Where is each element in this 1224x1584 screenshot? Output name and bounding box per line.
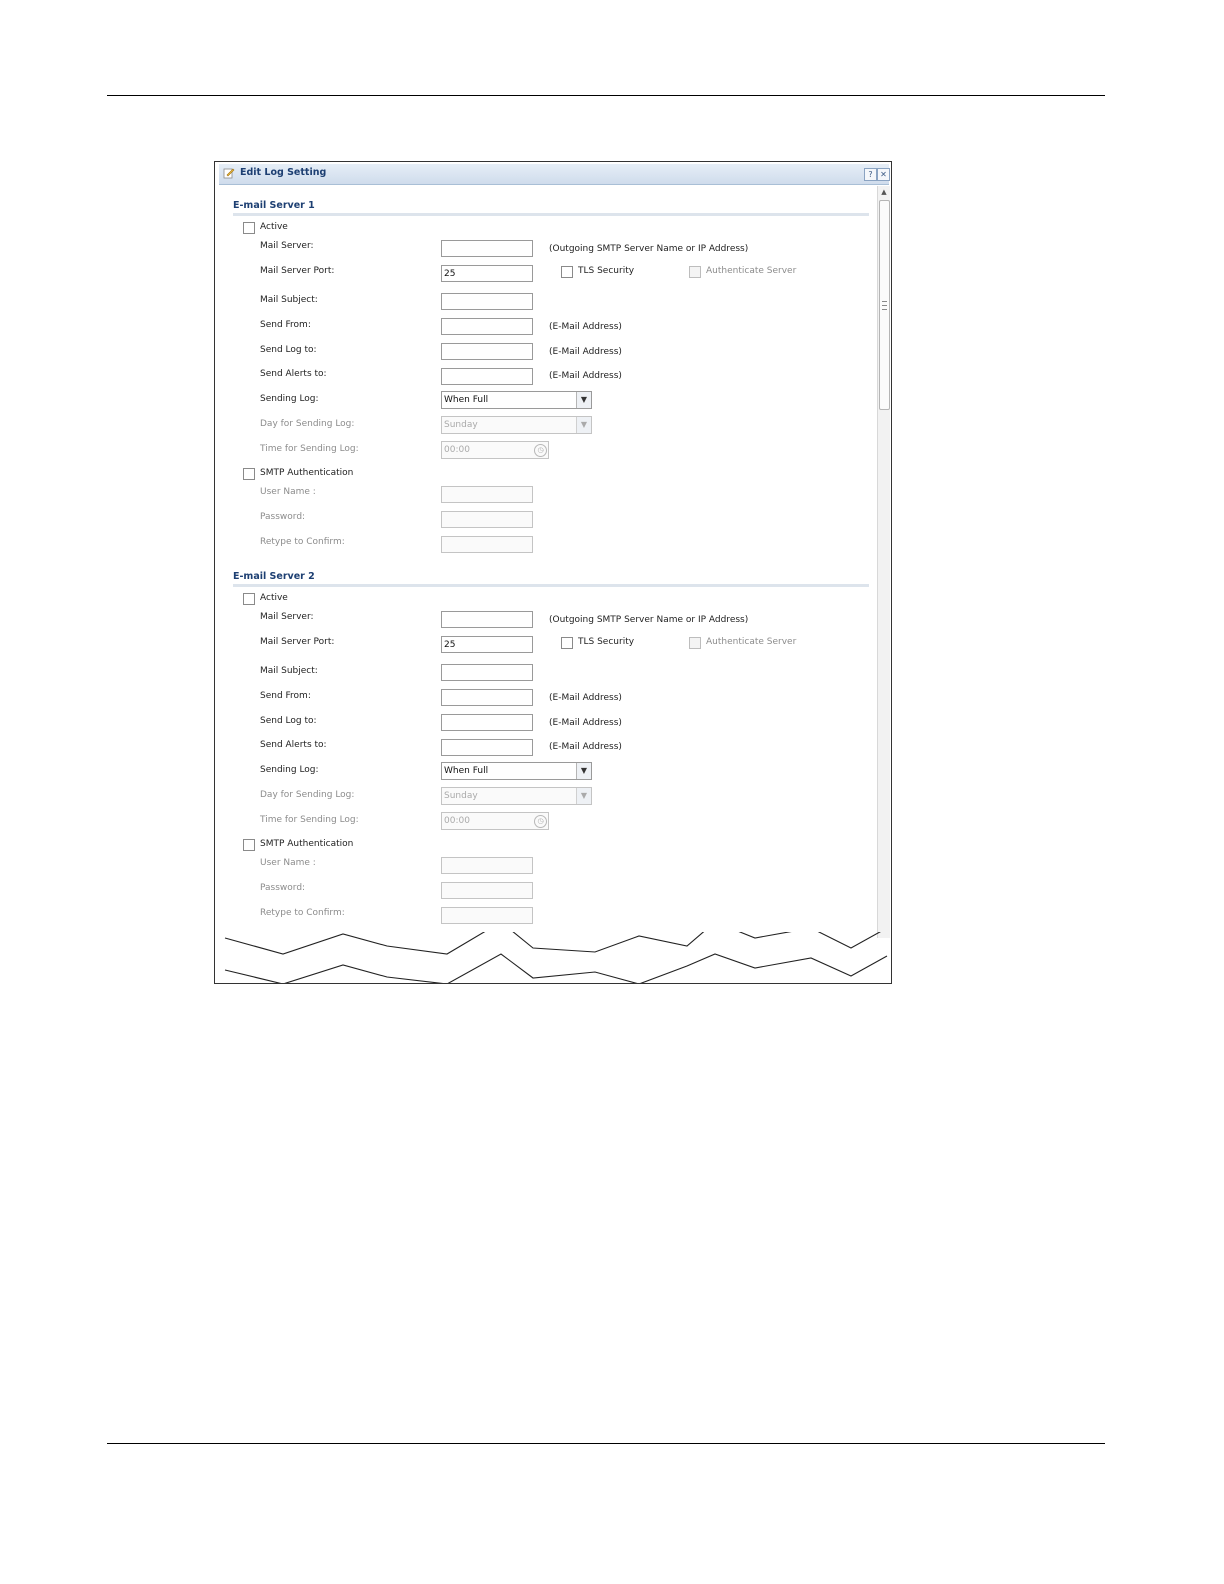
- authenticate-server-checkbox[interactable]: [689, 637, 701, 649]
- mail-subject-input[interactable]: [441, 293, 533, 310]
- time-for-sending-log-value: 00:00: [444, 445, 470, 455]
- mail-server-input[interactable]: [441, 240, 533, 257]
- sending-log-value: When Full: [444, 766, 489, 776]
- send-alerts-to-input[interactable]: [441, 739, 533, 756]
- mail-server-label: Mail Server:: [260, 241, 314, 251]
- retype-to-confirm-input[interactable]: [441, 907, 533, 924]
- mail-server-label: Mail Server:: [260, 612, 314, 622]
- password-input[interactable]: [441, 511, 533, 528]
- mail-server-port-input[interactable]: 25: [441, 265, 533, 282]
- send-log-to-label: Send Log to:: [260, 716, 317, 726]
- email-server-1-title: E-mail Server 1: [233, 200, 315, 211]
- active-checkbox[interactable]: [243, 222, 255, 234]
- send-log-to-hint: (E-Mail Address): [549, 718, 622, 728]
- day-for-sending-log-label: Day for Sending Log:: [260, 419, 355, 429]
- time-for-sending-log-label: Time for Sending Log:: [260, 444, 359, 454]
- retype-to-confirm-input[interactable]: [441, 536, 533, 553]
- mail-subject-input[interactable]: [441, 664, 533, 681]
- time-for-sending-log-value: 00:00: [444, 816, 470, 826]
- authenticate-server-label: Authenticate Server: [706, 637, 797, 647]
- chevron-down-icon: ▼: [576, 392, 591, 408]
- email-server-2-title: E-mail Server 2: [233, 571, 315, 582]
- authenticate-server-checkbox[interactable]: [689, 266, 701, 278]
- password-label: Password:: [260, 883, 306, 893]
- smtp-authentication-label: SMTP Authentication: [260, 468, 354, 478]
- active-checkbox[interactable]: [243, 593, 255, 605]
- smtp-authentication-checkbox[interactable]: [243, 839, 255, 851]
- send-log-to-hint: (E-Mail Address): [549, 347, 622, 357]
- send-alerts-to-label: Send Alerts to:: [260, 740, 327, 750]
- send-from-label: Send From:: [260, 691, 311, 701]
- scroll-grip-icon: [882, 301, 887, 310]
- send-alerts-to-hint: (E-Mail Address): [549, 371, 622, 381]
- dialog-title: Edit Log Setting: [240, 167, 327, 178]
- send-alerts-to-input[interactable]: [441, 368, 533, 385]
- send-from-input[interactable]: [441, 318, 533, 335]
- day-for-sending-log-value: Sunday: [444, 791, 478, 801]
- page-header-rule: [107, 95, 1105, 96]
- user-name-label: User Name :: [260, 858, 316, 868]
- email-server-1-section: [233, 200, 869, 570]
- send-alerts-to-hint: (E-Mail Address): [549, 742, 622, 752]
- tls-security-checkbox[interactable]: [561, 266, 573, 278]
- time-for-sending-log-label: Time for Sending Log:: [260, 815, 359, 825]
- password-label: Password:: [260, 512, 306, 522]
- page-footer-rule: [107, 1443, 1105, 1444]
- sending-log-select[interactable]: [441, 391, 592, 409]
- edit-pencil-icon: [223, 167, 235, 179]
- sending-log-label: Sending Log:: [260, 394, 319, 404]
- section-divider: [233, 213, 869, 216]
- day-for-sending-log-value: Sunday: [444, 420, 478, 430]
- send-from-input[interactable]: [441, 689, 533, 706]
- chevron-down-icon: ▼: [576, 763, 591, 779]
- vertical-scrollbar[interactable]: [877, 186, 890, 938]
- tls-security-checkbox[interactable]: [561, 637, 573, 649]
- mail-server-hint: (Outgoing SMTP Server Name or IP Address): [549, 244, 749, 254]
- user-name-input[interactable]: [441, 486, 533, 503]
- sending-log-value: When Full: [444, 395, 489, 405]
- smtp-authentication-checkbox[interactable]: [243, 468, 255, 480]
- help-icon[interactable]: ?: [864, 168, 877, 181]
- send-from-label: Send From:: [260, 320, 311, 330]
- time-for-sending-log-input[interactable]: [441, 441, 549, 459]
- active-label: Active: [260, 593, 288, 603]
- mail-subject-label: Mail Subject:: [260, 666, 318, 676]
- send-log-to-input[interactable]: [441, 343, 533, 360]
- day-for-sending-log-select[interactable]: [441, 787, 592, 805]
- tls-security-label: TLS Security: [578, 637, 635, 647]
- tls-security-label: TLS Security: [578, 266, 635, 276]
- password-input[interactable]: [441, 882, 533, 899]
- send-from-hint: (E-Mail Address): [549, 322, 622, 332]
- email-server-2-section: [233, 571, 869, 941]
- send-log-to-label: Send Log to:: [260, 345, 317, 355]
- mail-server-port-label: Mail Server Port:: [260, 266, 335, 276]
- chevron-down-icon: ▼: [576, 417, 591, 433]
- authenticate-server-label: Authenticate Server: [706, 266, 797, 276]
- smtp-authentication-label: SMTP Authentication: [260, 839, 354, 849]
- dialog-titlebar: [219, 164, 889, 185]
- mail-subject-label: Mail Subject:: [260, 295, 318, 305]
- clock-icon[interactable]: ◷: [534, 444, 547, 457]
- user-name-input[interactable]: [441, 857, 533, 874]
- scroll-thumb[interactable]: [879, 200, 890, 410]
- clock-icon[interactable]: ◷: [534, 815, 547, 828]
- edit-log-setting-dialog: [214, 161, 892, 984]
- mail-server-port-input[interactable]: 25: [441, 636, 533, 653]
- day-for-sending-log-label: Day for Sending Log:: [260, 790, 355, 800]
- time-for-sending-log-input[interactable]: [441, 812, 549, 830]
- scroll-up-arrow-icon[interactable]: ▲: [881, 188, 887, 196]
- active-label: Active: [260, 222, 288, 232]
- retype-to-confirm-label: Retype to Confirm:: [260, 908, 345, 918]
- mail-server-input[interactable]: [441, 611, 533, 628]
- sending-log-label: Sending Log:: [260, 765, 319, 775]
- chevron-down-icon: ▼: [576, 788, 591, 804]
- user-name-label: User Name :: [260, 487, 316, 497]
- sending-log-select[interactable]: [441, 762, 592, 780]
- send-log-to-input[interactable]: [441, 714, 533, 731]
- section-divider: [233, 584, 869, 587]
- send-from-hint: (E-Mail Address): [549, 693, 622, 703]
- send-alerts-to-label: Send Alerts to:: [260, 369, 327, 379]
- mail-server-hint: (Outgoing SMTP Server Name or IP Address): [549, 615, 749, 625]
- close-icon[interactable]: ✕: [877, 168, 890, 181]
- day-for-sending-log-select[interactable]: [441, 416, 592, 434]
- retype-to-confirm-label: Retype to Confirm:: [260, 537, 345, 547]
- mail-server-port-label: Mail Server Port:: [260, 637, 335, 647]
- torn-edge-graphic: [215, 932, 891, 984]
